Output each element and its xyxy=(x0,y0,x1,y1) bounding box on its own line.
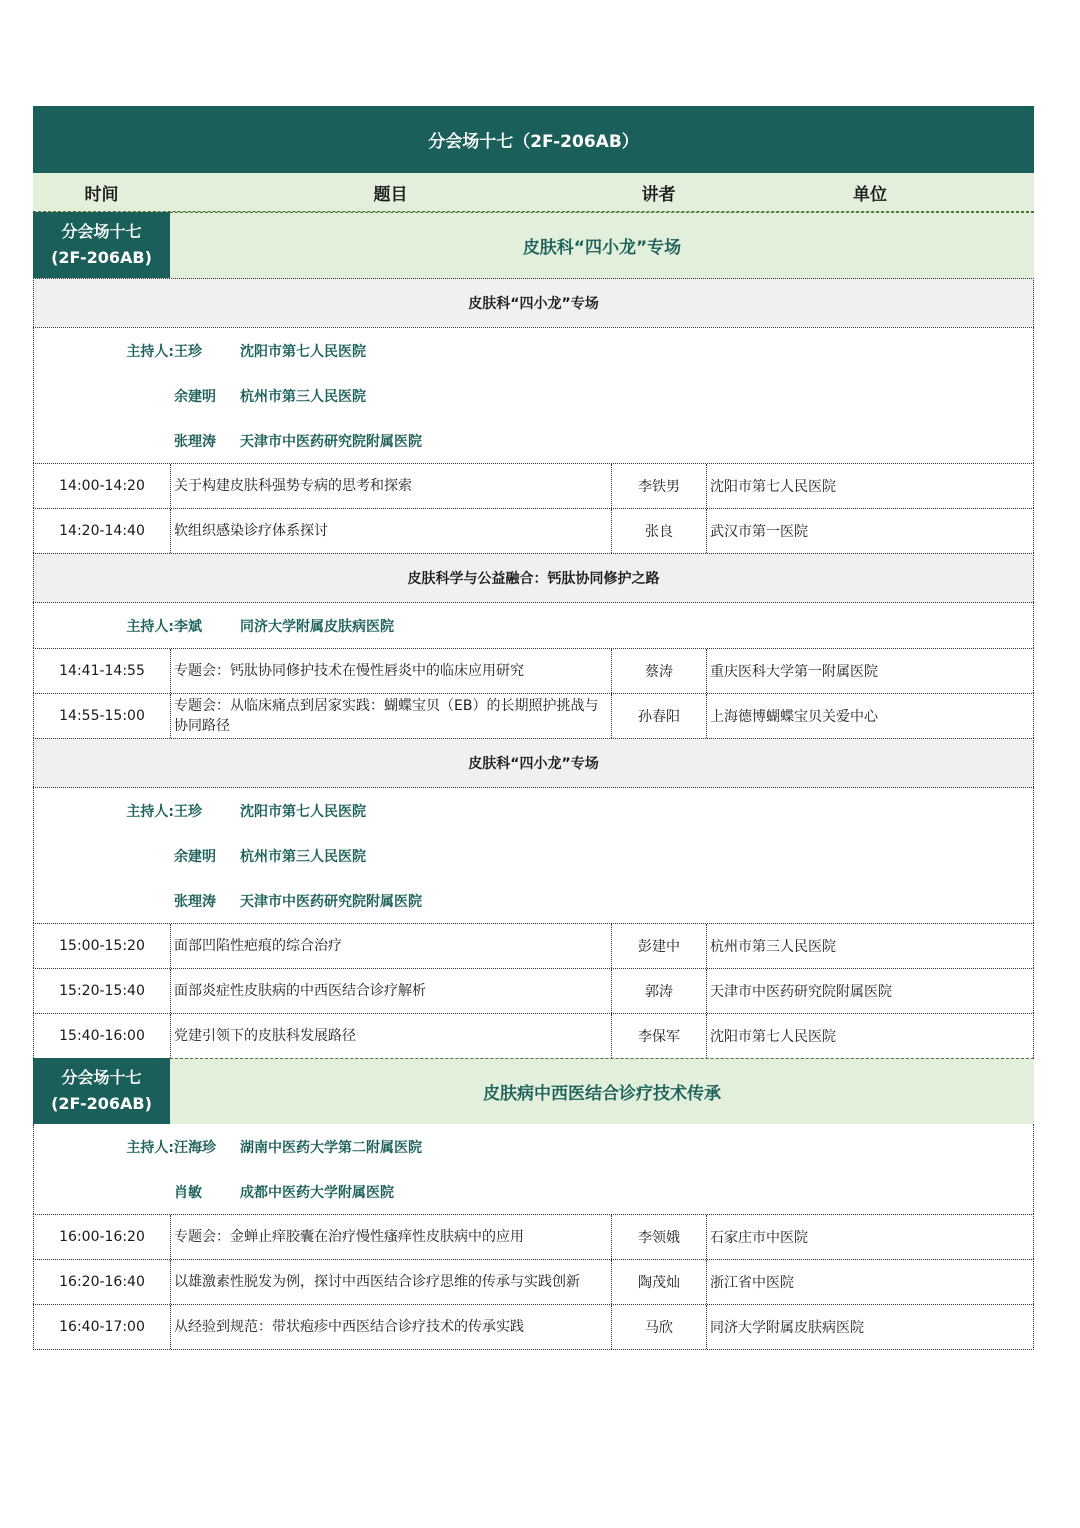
talk-topic: 面部炎症性皮肤病的中西医结合诊疗解析 xyxy=(171,969,612,1013)
talk-topic: 以雄激素性脱发为例，探讨中西医结合诊疗思维的传承与实践创新 xyxy=(171,1260,612,1304)
table-row xyxy=(33,693,1034,738)
venue-name: 分会场十七 xyxy=(61,222,142,241)
table-row xyxy=(33,1013,1034,1058)
host-line: 主持人: 李斌 同济大学附属皮肤病医院 xyxy=(126,618,394,635)
venue-room: (2F-206AB) xyxy=(51,248,152,267)
talk-topic: 专题会：钙肽协同修护技术在慢性唇炎中的临床应用研究 xyxy=(171,649,612,693)
talk-speaker: 蔡涛 xyxy=(612,649,707,693)
host-line: 主持人: 王珍 沈阳市第七人民医院 xyxy=(126,343,366,360)
hosts-section xyxy=(33,1124,1034,1214)
schedule-table xyxy=(33,106,1034,1350)
col-unit: 单位 xyxy=(853,184,887,205)
table-row xyxy=(33,1259,1034,1304)
talk-speaker: 孙春阳 xyxy=(612,694,707,738)
col-time: 时间 xyxy=(84,184,119,205)
host-line: 肖敏 成都中医药大学附属医院 xyxy=(174,1184,394,1201)
talk-topic: 专题会：金蝉止痒胶囊在治疗慢性瘙痒性皮肤病中的应用 xyxy=(171,1215,612,1259)
session-title: 皮肤病中西医结合诊疗技术传承 xyxy=(170,1058,1034,1124)
column-header xyxy=(33,173,1034,212)
talk-topic: 从经验到规范：带状疱疹中西医结合诊疗技术的传承实践 xyxy=(171,1305,612,1349)
venue-name: 分会场十七 xyxy=(61,1068,142,1087)
talk-speaker: 李铁男 xyxy=(612,464,707,508)
host-line: 主持人: 王珍 沈阳市第七人民医院 xyxy=(126,803,366,820)
table-row xyxy=(33,1214,1034,1259)
talk-time: 14:55-15:00 xyxy=(34,694,171,738)
session-header xyxy=(33,1058,1034,1124)
talk-unit: 重庆医科大学第一附属医院 xyxy=(710,664,878,680)
talk-unit: 浙江省中医院 xyxy=(710,1275,794,1291)
talk-speaker: 陶茂灿 xyxy=(612,1260,707,1304)
talk-unit: 武汉市第一医院 xyxy=(710,524,808,540)
block-subtitle: 皮肤科学与公益融合：钙肽协同修护之路 xyxy=(33,553,1034,602)
talk-unit: 杭州市第三人民医院 xyxy=(710,939,836,955)
hosts-section xyxy=(33,602,1034,648)
block-subtitle: 皮肤科“四小龙”专场 xyxy=(33,278,1034,327)
talk-unit: 沈阳市第七人民医院 xyxy=(710,1029,836,1045)
talk-topic: 关于构建皮肤科强势专病的思考和探索 xyxy=(171,464,612,508)
talk-speaker: 彭建中 xyxy=(612,924,707,968)
hosts-section xyxy=(33,787,1034,923)
talk-time: 16:20-16:40 xyxy=(34,1260,171,1304)
talk-time: 16:00-16:20 xyxy=(34,1215,171,1259)
talk-time: 16:40-17:00 xyxy=(34,1305,171,1349)
talk-time: 14:00-14:20 xyxy=(34,464,171,508)
talk-topic: 专题会：从临床痛点到居家实践：蝴蝶宝贝（EB）的长期照护挑战与协同路径 xyxy=(171,694,612,738)
talk-unit: 沈阳市第七人民医院 xyxy=(710,479,836,495)
talk-time: 15:20-15:40 xyxy=(34,969,171,1013)
talk-topic: 软组织感染诊疗体系探讨 xyxy=(171,509,612,553)
session-venue xyxy=(33,1058,170,1124)
talk-unit: 石家庄市中医院 xyxy=(710,1230,808,1246)
host-line: 张理涛 天津市中医药研究院附属医院 xyxy=(174,433,422,450)
table-row xyxy=(33,463,1034,508)
block-subtitle: 皮肤科“四小龙”专场 xyxy=(33,738,1034,787)
talk-time: 14:20-14:40 xyxy=(34,509,171,553)
host-line: 张理涛 天津市中医药研究院附属医院 xyxy=(174,893,422,910)
host-line: 余建明 杭州市第三人民医院 xyxy=(174,848,366,865)
talk-topic: 面部凹陷性疤痕的综合治疗 xyxy=(171,924,612,968)
table-row xyxy=(33,968,1034,1013)
talk-time: 15:00-15:20 xyxy=(34,924,171,968)
host-line: 余建明 杭州市第三人民医院 xyxy=(174,388,366,405)
host-line: 主持人: 汪海珍 湖南中医药大学第二附属医院 xyxy=(126,1139,422,1156)
talk-time: 14:41-14:55 xyxy=(34,649,171,693)
talk-speaker: 张良 xyxy=(612,509,707,553)
hosts-section xyxy=(33,327,1034,463)
talk-speaker: 李领娥 xyxy=(612,1215,707,1259)
session-venue xyxy=(33,212,170,278)
talk-unit: 同济大学附属皮肤病医院 xyxy=(710,1320,864,1336)
talk-speaker: 郭涛 xyxy=(612,969,707,1013)
table-row xyxy=(33,648,1034,693)
col-speaker: 讲者 xyxy=(641,184,676,205)
session-header xyxy=(33,212,1034,278)
talk-unit: 天津市中医药研究院附属医院 xyxy=(710,984,892,1000)
venue-title: 分会场十七（2F-206AB） xyxy=(33,106,1034,173)
talk-time: 15:40-16:00 xyxy=(34,1014,171,1058)
session-title: 皮肤科“四小龙”专场 xyxy=(170,212,1034,278)
talk-speaker: 李保军 xyxy=(612,1014,707,1058)
talk-speaker: 马欣 xyxy=(612,1305,707,1349)
table-row xyxy=(33,923,1034,968)
table-row xyxy=(33,508,1034,553)
table-row xyxy=(33,1304,1034,1350)
talk-topic: 党建引领下的皮肤科发展路径 xyxy=(171,1014,612,1058)
col-topic: 题目 xyxy=(373,184,408,205)
talk-unit: 上海德博蝴蝶宝贝关爱中心 xyxy=(710,709,878,725)
venue-room: (2F-206AB) xyxy=(51,1094,152,1113)
